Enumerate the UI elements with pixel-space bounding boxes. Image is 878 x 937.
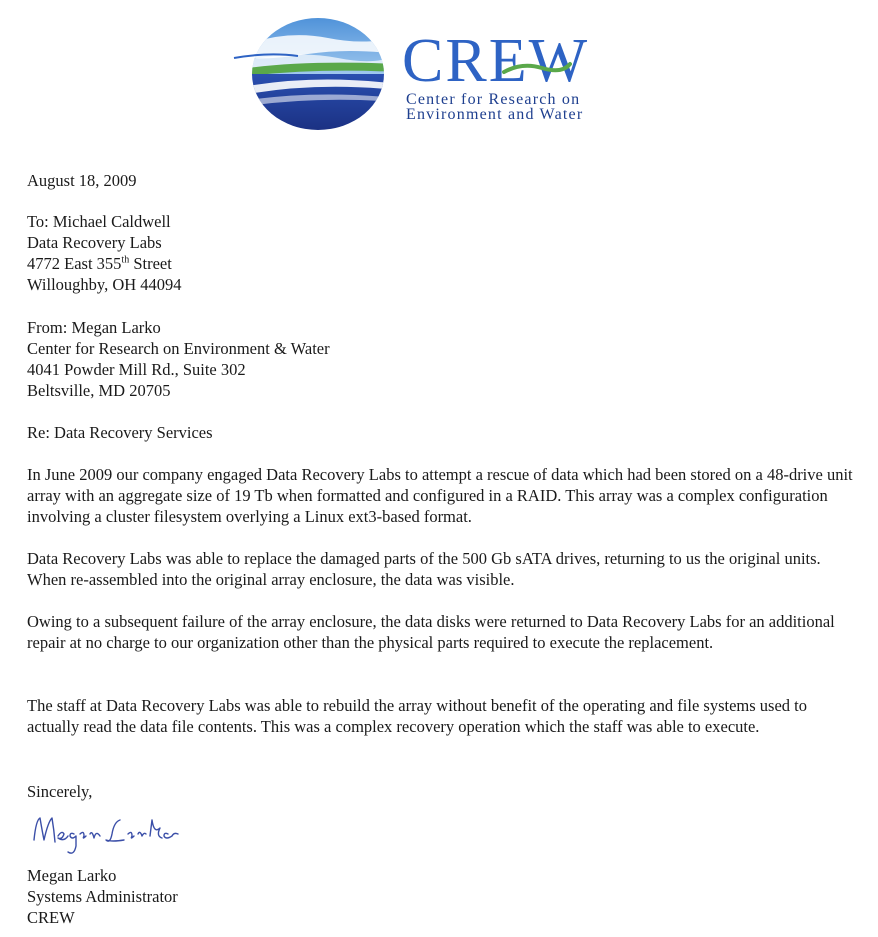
signer-name: Megan Larko	[27, 866, 117, 885]
sender-block	[27, 317, 330, 401]
signer-title: Systems Administrator	[27, 887, 178, 906]
letter-date: August 18, 2009	[27, 171, 137, 190]
street-name: Street	[129, 254, 172, 273]
signer-org: CREW	[27, 908, 75, 927]
sender-name: From: Megan Larko	[27, 318, 161, 337]
sender-street: 4041 Powder Mill Rd., Suite 302	[27, 360, 246, 379]
body-paragraph-2: Data Recovery Labs was able to replace the damaged parts of the 500 Gb sATA drives, returning to us the original units. When re-assembled into the original array enclosure, the data was visible.	[27, 549, 821, 589]
subject-line: Re: Data Recovery Services	[27, 423, 213, 442]
closing: Sincerely,	[27, 782, 93, 801]
crew-wordmark: CREW	[402, 27, 590, 95]
body-paragraph-1: In June 2009 our company engaged Data Recovery Labs to attempt a rescue of data which had been stored on a 48-drive unit array with an aggregate size of 19 Tb when formatted and configured in a RAID. This array was a complex configuration involving a cluster filesystem overlying a Linux ext3-based format.	[27, 465, 853, 526]
recipient-street	[27, 253, 182, 274]
letterhead	[228, 14, 648, 134]
recipient-name: To: Michael Caldwell	[27, 212, 171, 231]
logo-text	[402, 27, 590, 123]
recipient-company: Data Recovery Labs	[27, 233, 162, 252]
body-paragraph-3: Owing to a subsequent failure of the array enclosure, the data disks were returned to Data Recovery Labs for an additional repair at no charge to our organization other than the physical parts required to execute the replacement.	[27, 612, 835, 652]
signer-block	[27, 865, 178, 928]
street-number: 4772 East 355	[27, 254, 122, 273]
org-name-line2: Environment and Water	[406, 106, 584, 123]
sender-city: Beltsville, MD 20705	[27, 381, 171, 400]
handwritten-signature	[28, 806, 218, 862]
street-ordinal-suffix: th	[121, 254, 130, 266]
recipient-block	[27, 211, 182, 295]
body-paragraph-4: The staff at Data Recovery Labs was able to rebuild the array without benefit of the operating and file systems used to actually read the data file contents. This was a complex recovery operation which the staff was able to execute.	[27, 696, 807, 736]
green-swoosh-icon	[502, 60, 572, 78]
sender-org: Center for Research on Environment & Water	[27, 339, 330, 358]
recipient-city: Willoughby, OH 44094	[27, 275, 182, 294]
org-name-line1: Center for Research on	[406, 91, 581, 108]
crew-globe-logo-icon	[228, 14, 393, 132]
